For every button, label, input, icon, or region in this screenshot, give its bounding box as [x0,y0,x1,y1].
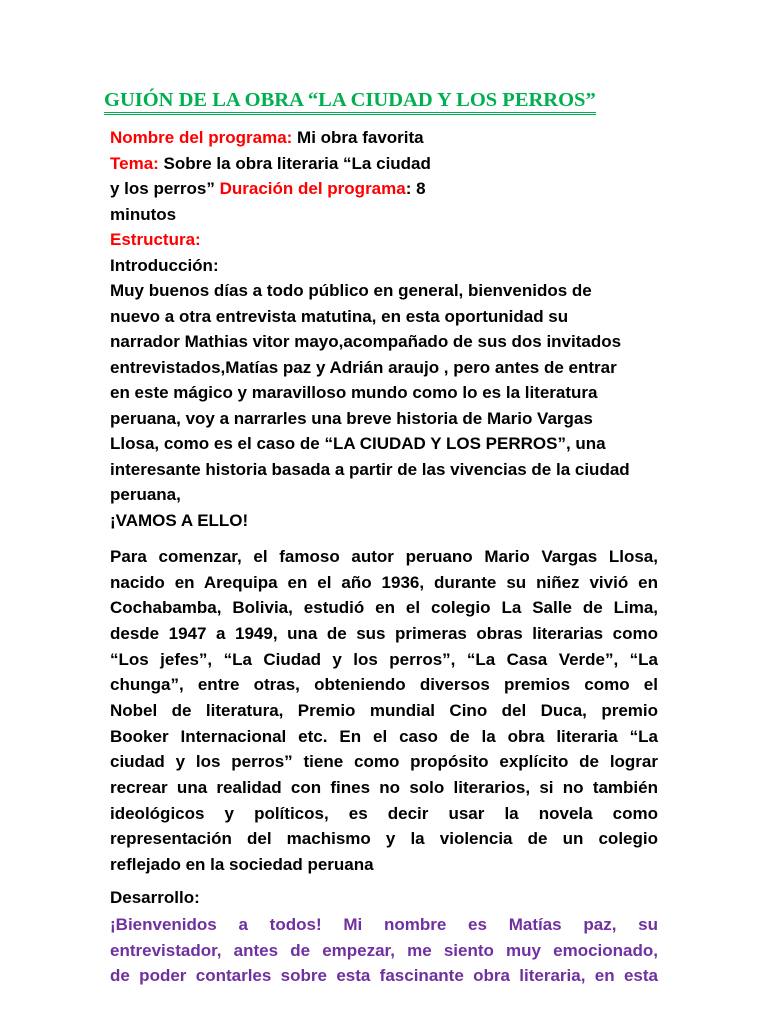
duration-line [110,176,658,202]
text-line: peruana, voy a narrarles una breve historia de Mario Vargas [110,408,593,428]
text-line: chunga”, entre otras, obteniendo diversos premios como el [110,675,658,695]
topic-label: Tema: [110,153,159,173]
structure-label: Estructura: [110,230,201,249]
development-block [110,885,658,911]
duration-label: Duración del programa [219,179,406,198]
text-line: ¡Bienvenidos a todos! Mi nombre es Matías paz, su [110,915,658,934]
text-line: entrevistador, antes de empezar, me siento muy emocionado, [110,940,658,960]
text-line: representación del machismo y la violencia de un colegio [110,829,658,849]
duration-value: : 8 [405,179,426,198]
development-heading: Desarrollo: [110,888,200,907]
author-paragraph [110,544,658,878]
text-line: reflejado en la sociedad peruana [110,855,374,875]
text-line: Nobel de literatura, Premio mundial Cino del Duca, premio [110,701,658,721]
text-line: en este mágico y maravilloso mundo como lo es la literatura [110,383,598,402]
text-line: narrador Mathias vitor mayo,acompañado de sus dos invitados [110,332,622,351]
text-line: Muy buenos días a todo público en general, bienvenidos de [110,281,592,300]
introduction-heading: Introducción: [110,255,219,275]
program-name-label: Nombre del programa: [110,128,293,147]
program-name-value: Mi obra favorita [292,128,424,147]
text-line: Para comenzar, el famoso autor peruano Mario Vargas Llosa, [110,547,658,566]
program-name-line [110,125,658,151]
interviewer-speech [110,912,658,989]
introduction-text [110,278,658,508]
duration-value-continued: minutos [110,204,177,224]
text-line: Cochabamba, Bolivia, estudió en el colegio La Salle de Lima, [110,598,658,618]
text-line: “Los jefes”, “La Ciudad y los perros”, “La Casa Verde”, “La [110,649,658,669]
text-line: entrevistados,Matías paz y Adrián araujo , pero antes de entrar [110,357,617,377]
text-line: desde 1947 a 1949, una de sus primeras obras literarias como [110,624,658,644]
text-line: Booker Internacional etc. En el caso de la obra literaria “La [110,726,658,746]
text-line: ideológicos y políticos, es decir usar la novela como [110,803,658,823]
text-line: ciudad y los perros” tiene como propósito explícito de lograr [110,752,658,772]
text-line: nuevo a otra entrevista matutina, en esta oportunidad su [110,306,569,326]
introduction-closing: ¡VAMOS A ELLO! [110,510,249,530]
topic-line [110,151,658,177]
intro-block [110,125,658,533]
document-title: GUIÓN DE LA OBRA “LA CIUDAD Y LOS PERROS” [104,88,596,115]
text-line: de poder contarles sobre esta fascinante obra literaria, en esta [110,966,658,985]
topic-value-continued: y los perros” [110,179,220,198]
text-line: nacido en Arequipa en el año 1936, durante su niñez vivió en [110,572,658,592]
topic-value: Sobre la obra literaria “La ciudad [158,153,431,173]
text-line: peruana, [110,485,181,504]
text-line: recrear una realidad con fines no solo literarios, si no también [110,778,658,798]
text-line: Llosa, como es el caso de “LA CIUDAD Y LOS PERROS”, una [110,434,606,453]
text-line: interesante historia basada a partir de las vivencias de la ciudad [110,459,630,479]
